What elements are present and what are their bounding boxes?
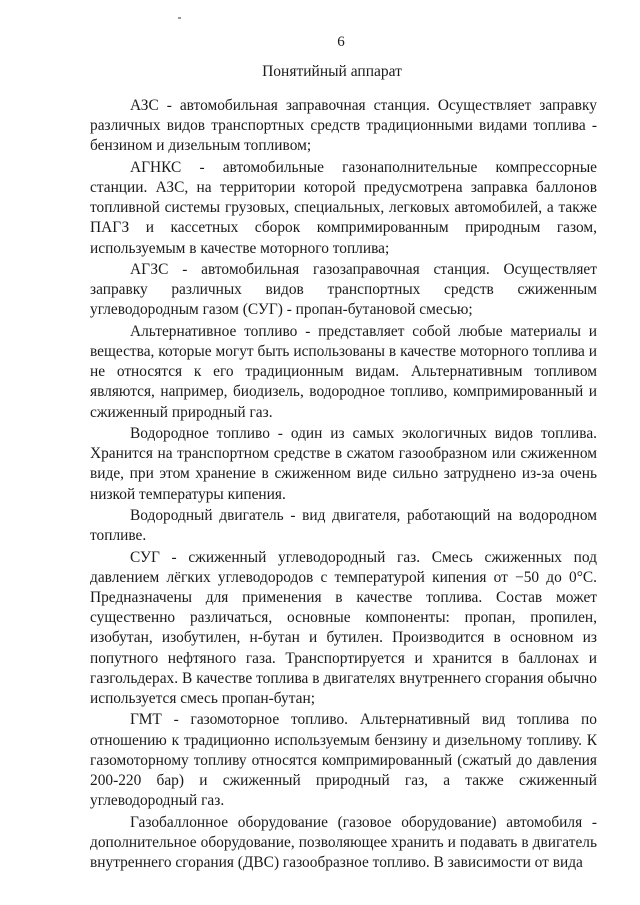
document-body	[90, 96, 597, 874]
paragraph-alternative-fuel: Альтернативное топливо - представляет собой любые материалы и вещества, которые могут быть использованы в качестве моторного топлива и не относятся к его традиционным видам. Альтернативным топливом являются, например, биодизель, водородное топливо, компримированный и сжиженный природный газ.	[90, 322, 597, 421]
paragraph-gmt: ГМТ - газомоторное топливо. Альтернативный вид топлива по отношению к традиционно используемым бензину и дизельному топливу. К газомоторному топливу относятся компримированный (сжатый до давления 200-220 бар) и сжиженный природный газ, а также сжиженный углеводородный газ.	[90, 711, 597, 810]
section-heading: Понятийный аппарат	[262, 63, 402, 80]
page-number: 6	[337, 34, 345, 50]
paragraph-sug: СУГ - сжиженный углеводородный газ. Смесь сжиженных под давлением лёгких углеводородов с температурой кипения от −50 до 0°С. Предназначены для применения в качестве топлива. Состав может существенно различаться, основные компоненты: пропан, пропилен, изобутан, изобутилен, н-бутан и бутилен. Производится в основном из попутного нефтяного газа. Транспортируется и хранится в баллонах и газгольдерах. В качестве топлива в двигателях внутреннего сгорания обычно используется смесь пропан-бутан;	[90, 548, 597, 708]
paragraph-azs: АЗС - автомобильная заправочная станция. Осуществляет заправку различных видов транспортных средств традиционными видами топлива - бензином и дизельным топливом;	[90, 97, 597, 155]
paragraph-agnks: АГНКС - автомобильные газонаполнительные компрессорные станции. АЗС, на территории которой предусмотрена заправка баллонов топливной системы грузовых, специальных, легковых автомобилей, а также ПАГЗ и кассетных сборок компримированным природным газом, используемым в качестве моторного топлива;	[90, 158, 597, 257]
paragraph-agzs: АГЗС - автомобильная газозаправочная станция. Осуществляет заправку различных видов транспортных средств сжиженным углеводородным газом (СУГ) - пропан-бутановой смесью;	[90, 261, 597, 319]
scan-artifact	[178, 17, 181, 19]
paragraph-hydrogen-fuel: Водородное топливо - один из самых экологичных видов топлива. Хранится на транспортном средстве в сжатом газообразном или сжиженном виде, при этом хранение в сжиженном виде сильно затруднено из-за очень низкой температуры кипения.	[90, 425, 597, 503]
paragraph-hydrogen-engine: Водородный двигатель - вид двигателя, работающий на водородном топливе.	[90, 507, 597, 545]
paragraph-gas-equipment: Газобаллонное оборудование (газовое оборудование) автомобиля - дополнительное оборудование, позволяющее хранить и подавать в двигатель внутреннего сгорания (ДВС) газообразное топливо. В зависимости от вида	[90, 813, 597, 872]
